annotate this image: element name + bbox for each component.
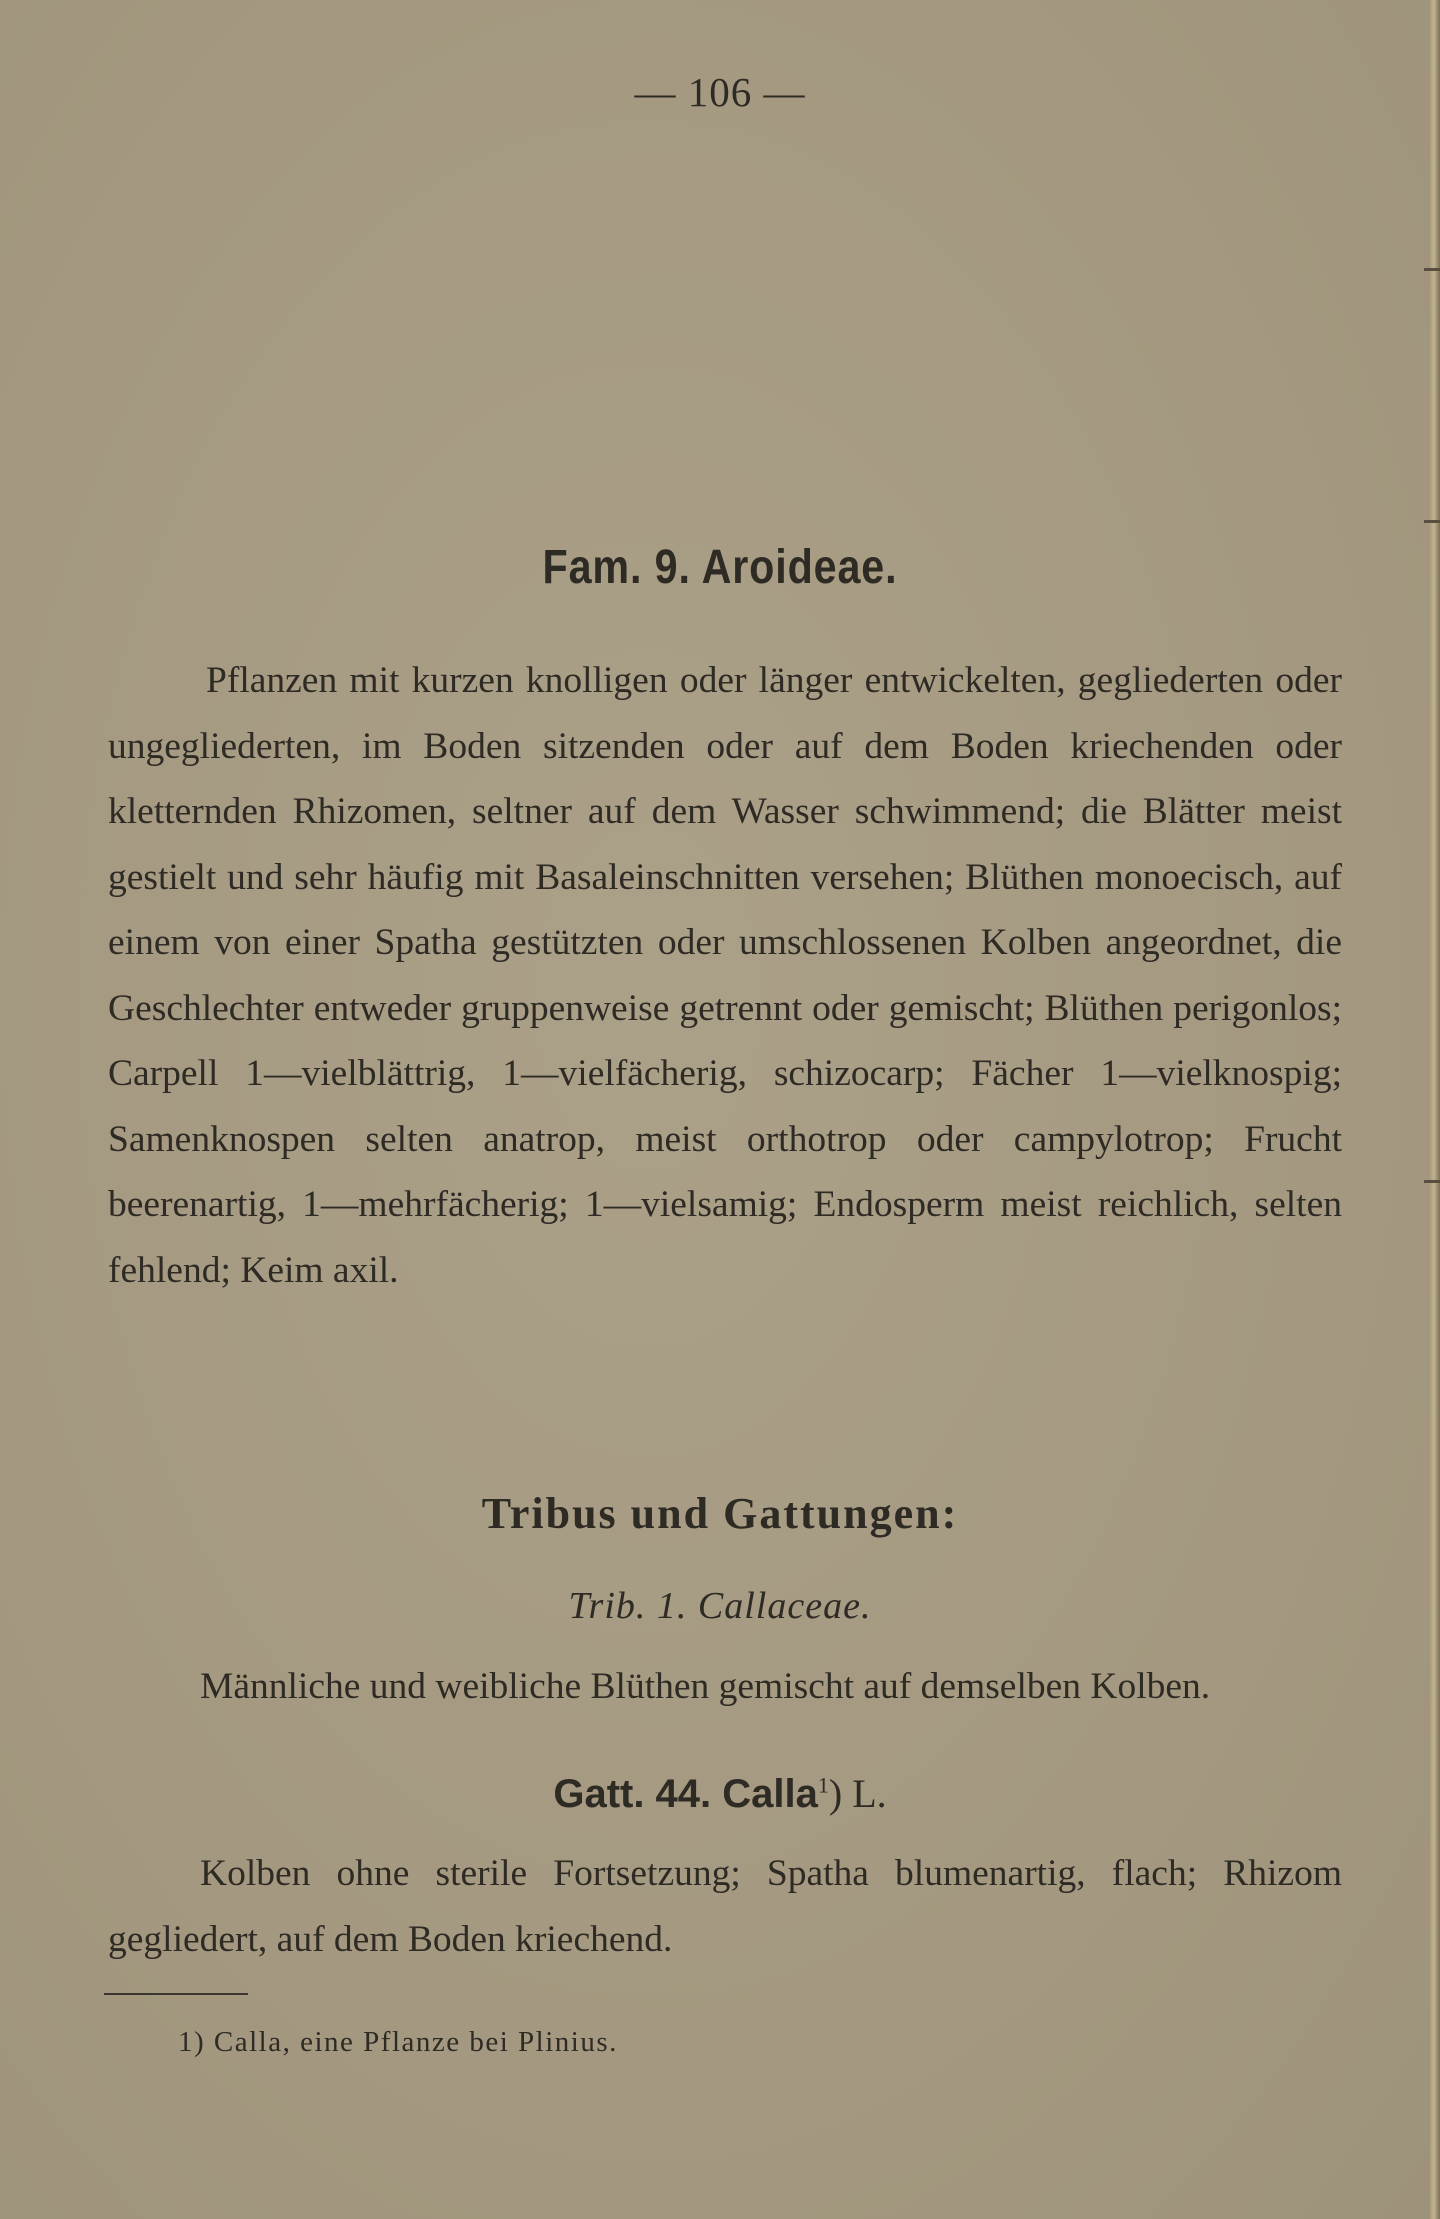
genus-label: Gatt. 44. Calla bbox=[553, 1772, 818, 1816]
page-edge-mark bbox=[1424, 520, 1440, 523]
footnote-rule bbox=[104, 1993, 248, 1995]
tribus-heading: Tribus und Gattungen: bbox=[481, 1489, 959, 1538]
page-edge-mark bbox=[1424, 268, 1440, 271]
tribus-name: Trib. 1. Callaceae. bbox=[568, 1585, 872, 1627]
tribus-description: Männliche und weibliche Blüthen gemischt auf demselben Kolben. bbox=[200, 1666, 1211, 1707]
family-description: Pflanzen mit kurzen knolligen oder länger entwickelten, gegliederten oder ungegliederten, im Boden sitzenden oder auf dem Boden kriechenden oder kletternden Rhizomen, seltner auf dem Wasser schwimmend; die Blätter meist gestielt und sehr häufig mit Basaleinschnitten versehen; Blüthen monoecisch, auf einem von einer Spatha gestützten oder umschlossenen Kolben angeordnet, die Geschlechter entweder gruppenweise getrennt oder gemischt; Blüthen perigonlos; Carpell 1—vielblättrig, 1—vielfächerig, schizocarp; Fächer 1—vielknospig; Samenknospen selten anatrop, meist orthotrop oder campylotrop; Frucht beerenartig, 1—mehrfächerig; 1—vielsamig; Endosperm meist reichlich, selten fehlend; Keim axil. bbox=[108, 660, 1342, 1291]
footnote-marker: 1 bbox=[817, 1772, 829, 1798]
page-edge-mark bbox=[1424, 1180, 1440, 1183]
genus-closing-paren: ) bbox=[828, 1771, 843, 1816]
family-title: Fam. 9. Aroideae. bbox=[542, 541, 898, 594]
page-number: — 106 — bbox=[634, 69, 806, 115]
genus-description: Kolben ohne sterile Fortsetzung; Spatha blumenartig, flach; Rhizom gegliedert, auf dem Boden kriechend. bbox=[108, 1853, 1342, 1960]
page-edge bbox=[1430, 0, 1440, 2219]
genus-author: L. bbox=[852, 1771, 887, 1816]
genus-heading bbox=[0, 1770, 1440, 1817]
footnote: 1) Calla, eine Pflanze bei Plinius. bbox=[178, 2026, 618, 2058]
